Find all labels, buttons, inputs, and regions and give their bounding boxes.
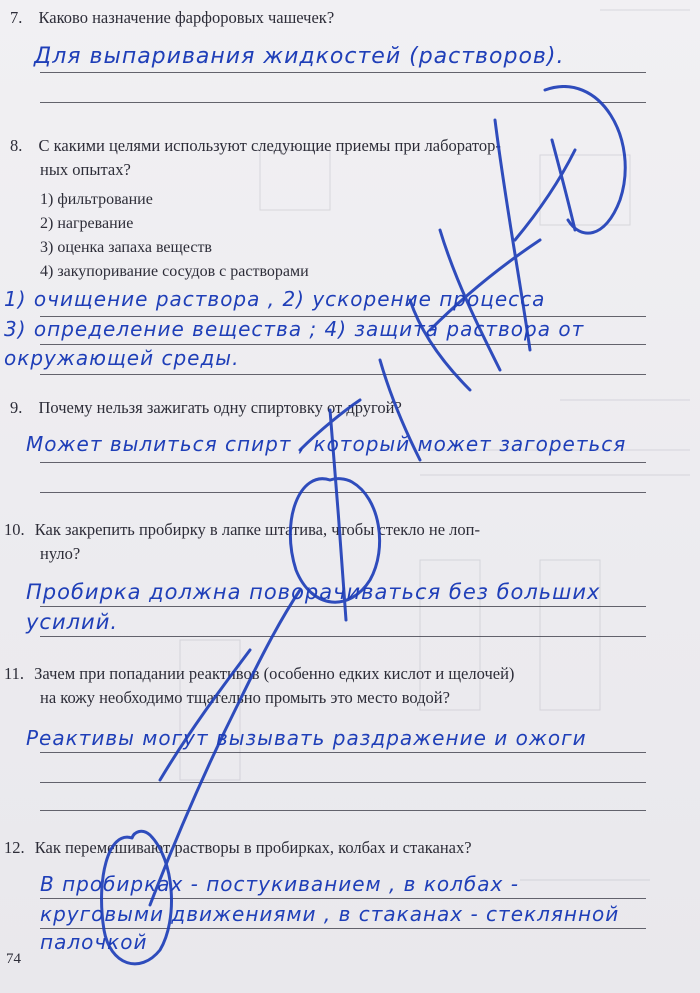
answer-8-line3: окружающей среды. [4, 346, 240, 370]
question-11 [4, 662, 514, 686]
question-8 [10, 134, 501, 158]
question-9 [10, 396, 402, 420]
scribble-stroke-4 [410, 300, 470, 390]
answer-12-line1: В пробирках - постукиванием , в колбах - [40, 872, 519, 896]
option-3: 3) оценка запаха веществ [40, 239, 212, 256]
answer-7: Для выпаривания жидкостей (растворов). [34, 44, 565, 69]
question-11-continuation: на кожу необходимо тщательно промыть это место водой? [40, 688, 450, 707]
question-text: Как перемешивают растворы в пробирках, колбах и стаканах? [34, 838, 472, 857]
scribble-arc-top [545, 87, 625, 234]
answer-line [40, 928, 646, 929]
answer-12-line2: круговыми движениями , в стаканах - стеклянной [40, 902, 620, 926]
answer-10-line1: Пробирка должна поворачиваться без больших [26, 580, 601, 604]
answer-line [40, 344, 646, 345]
answer-line [40, 492, 646, 493]
question-8-continuation: ных опытах? [40, 160, 131, 179]
question-text-line1: С какими целями используют следующие приемы при лаборатор- [38, 136, 501, 155]
answer-11: Реактивы могут вызывать раздражение и ожоги [26, 726, 587, 750]
scribble-stroke-9 [552, 140, 575, 230]
option-2: 2) нагревание [40, 215, 134, 232]
question-text-line1: Зачем при попадании реактивов (особенно едких кислот и щелочей) [34, 664, 515, 683]
answer-line [40, 462, 646, 463]
answer-8-line1: 1) очищение раствора , 2) ускорение процесса [4, 287, 546, 311]
question-number: 11. [4, 664, 25, 683]
answer-line [40, 102, 646, 103]
answer-line [40, 810, 646, 811]
answer-8-line2: 3) определение вещества ; 4) защита раствора от [4, 317, 585, 341]
answer-line [40, 374, 646, 375]
scribble-stroke-8 [515, 150, 575, 240]
answer-line [40, 782, 646, 783]
option-1: 1) фильтрование [40, 191, 153, 208]
answer-line [40, 72, 646, 73]
answer-line [40, 898, 646, 899]
question-number: 8. [10, 136, 23, 155]
answer-line [40, 752, 646, 753]
question-number: 7. [10, 8, 23, 27]
page-number: 74 [6, 951, 21, 967]
question-number: 9. [10, 398, 23, 417]
question-7 [10, 6, 334, 30]
answer-line [40, 606, 646, 607]
answer-line [40, 636, 646, 637]
answer-10-line2: усилий. [26, 610, 119, 634]
answer-9: Может вылиться спирт , который может загореться [26, 432, 627, 456]
option-4: 4) закупоривание сосудов с растворами [40, 263, 309, 280]
question-text: Почему нельзя зажигать одну спиртовку от другой? [38, 398, 402, 417]
question-text-line1: Как закрепить пробирку в лапке штатива, чтобы стекло не лоп- [34, 520, 480, 539]
answer-12-line3: палочкой [40, 930, 148, 954]
question-10-continuation: нуло? [40, 544, 81, 563]
question-number: 12. [4, 838, 25, 857]
question-number: 10. [4, 520, 25, 539]
question-12 [4, 836, 472, 860]
question-10 [4, 518, 480, 542]
question-text: Каково назначение фарфоровых чашечек? [38, 8, 335, 27]
